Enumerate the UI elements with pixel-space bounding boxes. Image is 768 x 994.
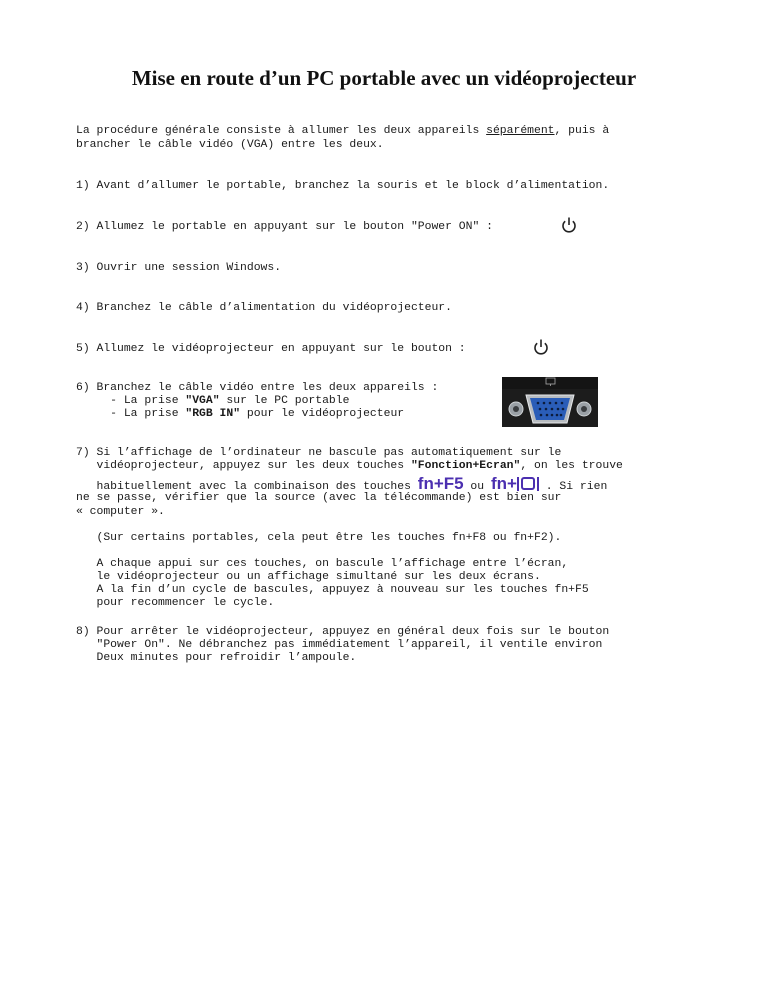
intro-text: La procédure générale consiste à allumer les deux appareils [76, 125, 487, 137]
page-title: Mise en route d’un PC portable avec un vidéoprojecteur [131, 66, 637, 90]
step-8-line-2: "Power On". Ne débranchez pas immédiatement l’appareil, il ventile environ [76, 639, 603, 651]
step-8-line-3: Deux minutes pour refroidir l’ampoule. [76, 652, 357, 664]
step-7-line-1: 7) Si l’affichage de l’ordinateur ne bascule pas automatiquement sur le [76, 447, 562, 459]
key-fn-screen: fn+ [490, 474, 517, 493]
power-icon [561, 216, 577, 234]
step-7-line-2: vidéoprojecteur, appuyez sur les deux touches "Fonction+Ecran", on les trouve [76, 460, 623, 472]
step-7-line-3: habituellement avec la combinaison des touches fn+F5 ou fn+ . Si rien [76, 474, 608, 493]
step-3: 3) Ouvrir une session Windows. [76, 262, 282, 274]
step-1: 1) Avant d’allumer le portable, branchez la souris et le block d’alimentation. [76, 180, 610, 192]
step-7-para-1: A chaque appui sur ces touches, on bascule l’affichage entre l’écran, [76, 558, 569, 570]
intro-line-2: brancher le câble vidéo (VGA) entre les deux. [76, 139, 384, 151]
key-fn-f5: fn+F5 [417, 474, 464, 493]
step-7-line-5: « computer ». [76, 506, 165, 518]
step-7-para-2: le vidéoprojecteur ou un affichage simultané sur les deux écrans. [76, 571, 541, 583]
intro-line-1 [76, 125, 609, 138]
step-6-bullet-rgb: - La prise "RGB IN" pour le vidéoprojecteur [76, 408, 405, 420]
step-5: 5) Allumez le vidéoprojecteur en appuyant sur le bouton : [76, 343, 466, 355]
power-icon [533, 338, 549, 356]
step-7-para-4: pour recommencer le cycle. [76, 597, 275, 609]
step-6-line: 6) Branchez le câble vidéo entre les deux appareils : [76, 382, 439, 394]
screen-toggle-icon [517, 476, 539, 492]
step-4: 4) Branchez le câble d’alimentation du vidéoprojecteur. [76, 302, 452, 314]
vga-label: "VGA" [185, 395, 220, 407]
intro-underlined: séparément [486, 125, 555, 137]
step-8-line-1: 8) Pour arrêter le vidéoprojecteur, appuyez en général deux fois sur le bouton [76, 626, 610, 638]
intro-text-end: , puis à [554, 125, 610, 137]
step-7-line-4: ne se passe, vérifier que la source (avec la télécommande) est bien sur [76, 492, 562, 504]
step-7-note: (Sur certains portables, cela peut être les touches fn+F8 ou fn+F2). [76, 532, 562, 544]
step-2: 2) Allumez le portable en appuyant sur le bouton "Power ON" : [76, 221, 493, 233]
fonction-ecran-label: "Fonction+Ecran" [410, 460, 521, 472]
rgb-in-label: "RGB IN" [185, 408, 241, 420]
step-7-para-3: A la fin d’un cycle de bascules, appuyez à nouveau sur les touches fn+F5 [76, 584, 589, 596]
step-6-bullet-vga: - La prise "VGA" sur le PC portable [76, 395, 350, 407]
vga-port-photo [502, 377, 598, 427]
